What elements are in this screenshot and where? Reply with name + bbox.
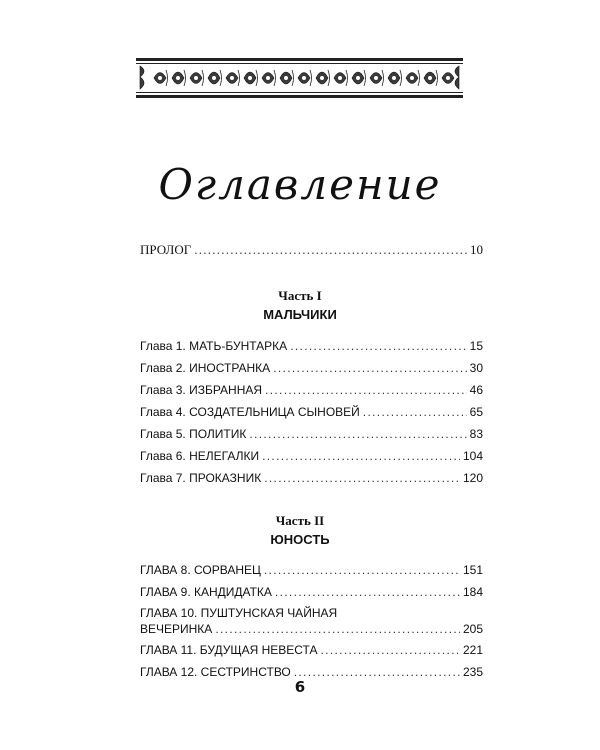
toc-entry-page: 15	[469, 339, 483, 353]
toc-entry-label: Глава 6. НЕЛЕГАЛКИ	[140, 449, 260, 463]
toc-leader-dots	[320, 643, 459, 657]
toc-leader-dots	[262, 449, 460, 463]
toc-entry[interactable]	[140, 471, 483, 485]
toc-entry-label: Глава 5. ПОЛИТИК	[140, 427, 247, 441]
toc-entry-label: ПРОЛОГ	[140, 242, 192, 257]
toc-entry[interactable]	[140, 383, 483, 397]
toc-entry-label: Глава 2. ИНОСТРАНКА	[140, 361, 271, 375]
toc-entry-prolog[interactable]	[140, 242, 483, 258]
toc-entry-label: Глава 4. СОЗДАТЕЛЬНИЦА СЫНОВЕЙ	[140, 405, 360, 419]
toc-entry-page: 104	[462, 449, 483, 463]
toc-entry[interactable]	[140, 449, 483, 463]
part-subtitle: ЮНОСТЬ	[270, 532, 330, 547]
toc-entry[interactable]	[140, 405, 483, 419]
toc-leader-dots	[294, 665, 460, 679]
toc-entry-label: ГЛАВА 8. СОРВАНЕЦ	[140, 563, 261, 577]
toc-entry[interactable]	[140, 643, 483, 657]
toc-entry-page: 65	[469, 405, 483, 419]
toc-leader-dots	[290, 339, 466, 353]
toc-leader-dots	[273, 361, 466, 375]
part-heading: Часть II	[275, 513, 325, 528]
toc-entry-page: 205	[462, 622, 483, 636]
toc-entry-label: ВЕЧЕРИНКА	[140, 622, 213, 636]
toc-entry[interactable]	[140, 563, 483, 577]
toc-entry-page: 235	[462, 665, 483, 679]
toc-entry[interactable]	[140, 427, 483, 441]
toc-entry-page: 184	[462, 585, 483, 599]
toc-entry-page: 221	[462, 643, 483, 657]
toc-entry-label: ГЛАВА 11. БУДУЩАЯ НЕВЕСТА	[140, 643, 318, 657]
toc-entry[interactable]	[140, 585, 483, 599]
toc-entry-label: Глава 7. ПРОКАЗНИК	[140, 471, 262, 485]
toc-entry-page: 151	[462, 563, 483, 577]
toc-leader-dots	[265, 383, 467, 397]
part-heading: Часть I	[278, 288, 322, 303]
toc-entry[interactable]	[140, 622, 483, 636]
toc-entry[interactable]	[140, 361, 483, 375]
toc-entry[interactable]	[140, 339, 483, 353]
page-title: Оглавление	[158, 160, 442, 209]
toc-entry-label: Глава 1. МАТЬ-БУНТАРКА	[140, 339, 288, 353]
part-subtitle: МАЛЬЧИКИ	[263, 307, 337, 322]
toc-leader-dots	[264, 563, 460, 577]
toc-entry-page: 10	[470, 242, 483, 257]
toc-entry[interactable]	[140, 665, 483, 679]
toc-entry-label: ГЛАВА 12. СЕСТРИНСТВО	[140, 665, 291, 679]
toc-leader-dots	[363, 405, 467, 419]
toc-leader-dots	[194, 242, 467, 258]
toc-entry-page: 83	[469, 427, 483, 441]
toc-leader-dots	[264, 471, 460, 485]
toc-entry-page: 46	[469, 383, 483, 397]
toc-entry-label: ГЛАВА 9. КАНДИДАТКА	[140, 585, 272, 599]
toc-entry-label: Глава 3. ИЗБРАННАЯ	[140, 383, 263, 397]
ornament-border	[136, 58, 463, 98]
toc-entry-page: 120	[462, 471, 483, 485]
toc-entry-line1[interactable]: ГЛАВА 10. ПУШТУНСКАЯ ЧАЙНАЯ	[140, 606, 338, 620]
toc-entry-page: 30	[469, 361, 483, 375]
page-number: 6	[294, 678, 306, 696]
toc-leader-dots	[249, 427, 466, 441]
toc-leader-dots	[275, 585, 460, 599]
toc-leader-dots	[215, 622, 460, 636]
